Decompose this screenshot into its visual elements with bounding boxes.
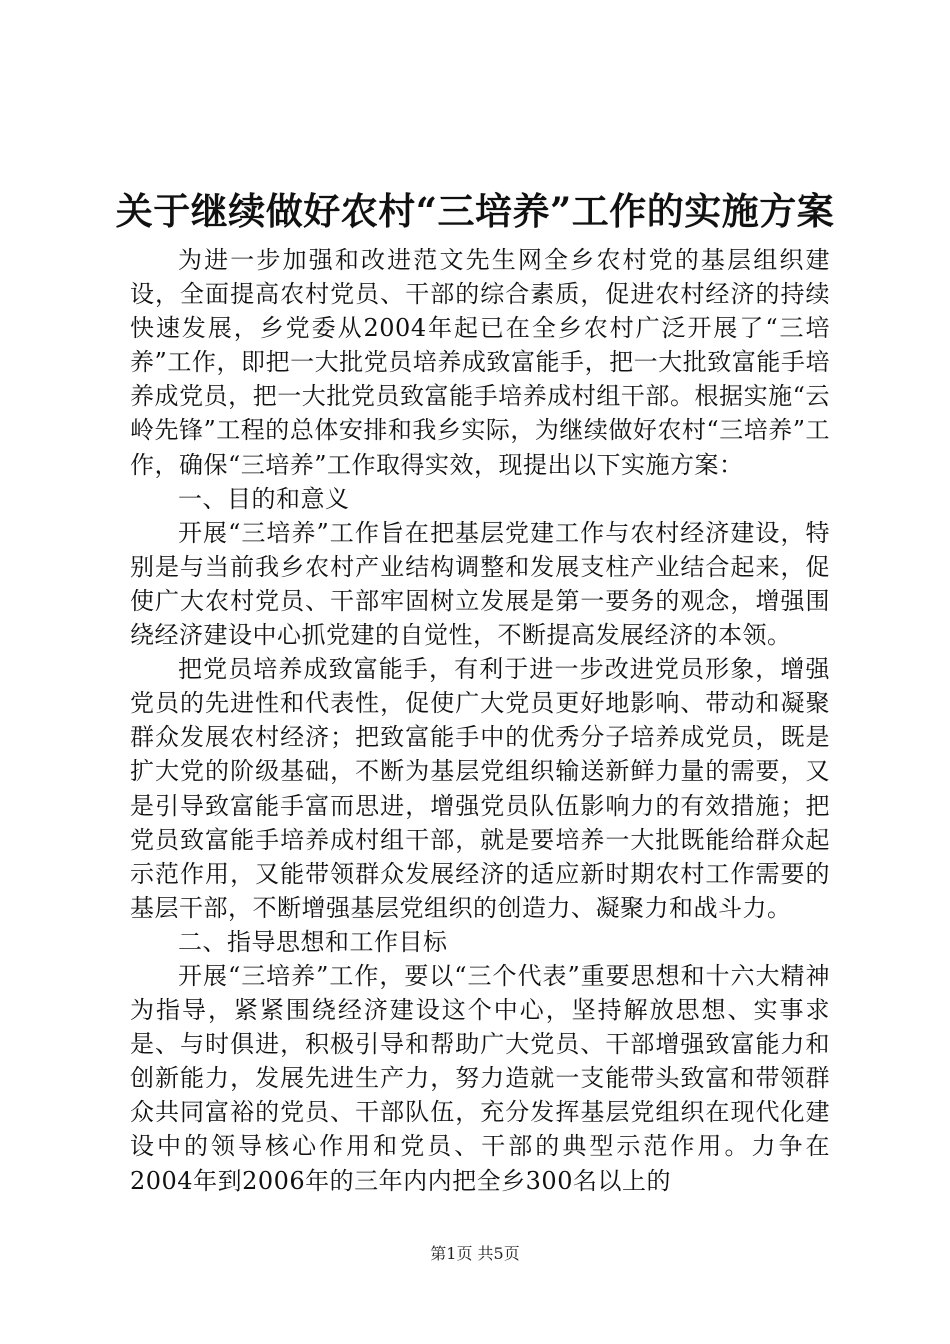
paragraph-purpose: 开展“三培养”工作旨在把基层党建工作与农村经济建设，特别是与当前我乡农村产业结构调整和发展支柱产业结合起来，促使广大农村党员、干部牢固树立发展是第一要务的观念，增强围绕经济建设中心抓党建的自觉性，不断提高发展经济的本领。 [130, 518, 830, 650]
document-body [130, 243, 830, 1198]
section-heading-1: 一、目的和意义 [178, 484, 350, 513]
page-footer: 第1页 共5页 [430, 1244, 520, 1263]
paragraph-significance: 把党员培养成致富能手，有利于进一步改进党员形象，增强党员的先进性和代表性，促使广大党员更好地影响、带动和凝聚群众发展农村经济；把致富能手中的优秀分子培养成党员，既是扩大党的阶级基础，不断为基层党组织输送新鲜力量的需要，又是引导致富能手富而思进，增强党员队伍影响力的有效措施；把党员致富能手培养成村组干部，就是要培养一大批既能给群众起示范作用，又能带领群众发展经济的适应新时期农村工作需要的基层干部，不断增强基层党组织的创造力、凝聚力和战斗力。 [130, 655, 830, 922]
section-heading-2: 二、指导思想和工作目标 [178, 927, 448, 956]
paragraph-guiding-thought: 开展“三培养”工作，要以“三个代表”重要思想和十六大精神为指导，紧紧围绕经济建设这个中心，坚持解放思想、实事求是、与时俱进，积极引导和帮助广大党员、干部增强致富能力和创新能力，发展先进生产力，努力造就一支能带头致富和带领群众共同富裕的党员、干部队伍，充分发挥基层党组织在现代化建设中的领导核心作用和党员、干部的典型示范作用。力争在2004年到2006年的三年内内把全乡300名以上的 [130, 961, 830, 1195]
document-title: 关于继续做好农村“三培养”工作的实施方案 [115, 189, 835, 233]
paragraph-intro: 为进一步加强和改进范文先生网全乡农村党的基层组织建设，全面提高农村党员、干部的综合素质，促进农村经济的持续快速发展，乡党委从2004年起已在全乡农村广泛开展了“三培养”工作，即把一大批党员培养成致富能手，把一大批致富能手培养成党员，把一大批党员致富能手培养成村组干部。根据实施“云岭先锋”工程的总体安排和我乡实际，为继续做好农村“三培养”工作，确保“三培养”工作取得实效，现提出以下实施方案： [130, 246, 830, 479]
